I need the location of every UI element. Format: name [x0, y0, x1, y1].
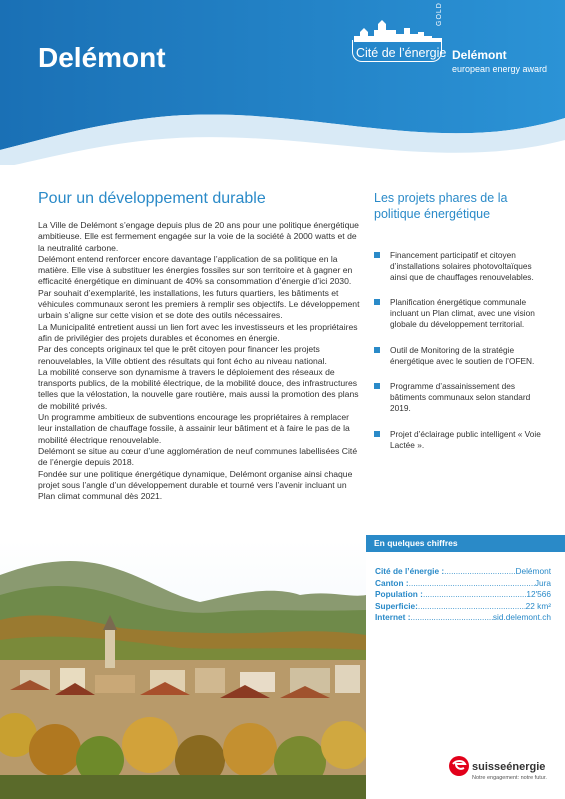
- key-figures-list: [375, 566, 551, 624]
- dot-leader: [409, 578, 535, 590]
- figure-value: Jura: [534, 577, 551, 588]
- square-bullet-icon: [374, 252, 380, 258]
- paragraph: Delémont se situe au cœur d’une agglomération de neuf communes labellisées Cité de l’énergie depuis 2018.: [38, 445, 358, 468]
- dot-leader: [411, 612, 493, 624]
- figure-key: Superficie:: [375, 600, 418, 611]
- figure-key: Population :: [375, 589, 423, 599]
- figure-row: [375, 612, 551, 624]
- list-item: Planification énergétique communale incluant un Plan climat, avec une vision globale du développement territorial.: [374, 297, 549, 329]
- main-article: [38, 190, 360, 502]
- list-item: Outil de Monitoring de la stratégie énergétique avec le soutien de l’OFEN.: [374, 345, 549, 367]
- logo-gold-label: GOLD: [436, 2, 443, 26]
- town-photo: [0, 540, 366, 799]
- figure-key: Canton :: [375, 577, 409, 588]
- article-body: [38, 220, 360, 502]
- header-banner: [0, 0, 565, 165]
- key-figures-title: En quelques chiffres: [366, 535, 565, 552]
- dot-leader: [423, 589, 526, 601]
- key-projects-list: [374, 250, 549, 450]
- paragraph: Delémont entend renforcer encore davantage l’application de sa politique en la matière. Elle vise à substituer les énergies fossiles sur son territoire et à gagner en efficacité énergétique en diminuant de 40% sa consommation d’énergie d’ici 2030. Par souhait d’exemplarité, les installations, les futurs quartiers, les bâtiments et véhicules communaux seront les premiers à remplir ses objectifs. Le développement urbain s’aligne sur cette vision et se dote des outils nécessaires.: [38, 253, 360, 321]
- figure-row: [375, 601, 551, 613]
- paragraph: Fondée sur une politique énergétique dynamique, Delémont organise ainsi chaque projet sous l’angle d’un développement durable et tourné vers l’avenir incluant un Plan climat communal dès 2021.: [38, 468, 353, 502]
- logo-label: Cité de l’énergie: [356, 46, 447, 60]
- paragraph: La mobilité conserve son dynamisme à travers le déploiement des réseaux de transports publics, de la mobilité électrique, de la mobilité douce, des infrastructures telles que la vélostation, la nouvelle gare routière, mais aussi la promotion des plans de mobilité privés.: [38, 366, 359, 411]
- article-title: Pour un développement durable: [38, 190, 266, 207]
- figure-value: 22 km²: [525, 600, 551, 611]
- paragraph: Un programme ambitieux de subventions encourage les propriétaires à remplacer leur installation de chauffage fossile, à assainir leur bâtiment et à faire le pas de la mobilité électrique renouvelable.: [38, 412, 350, 445]
- list-item: Financement participatif et citoyen d’installations solaires photovoltaïques ainsi que de chauffages renouvelables.: [374, 250, 549, 282]
- square-bullet-icon: [374, 383, 380, 389]
- list-item: Programme d’assainissement des bâtiments communaux selon standard 2019.: [374, 381, 549, 413]
- square-bullet-icon: [374, 431, 380, 437]
- paragraph: La Ville de Delémont s’engage depuis plus de 20 ans pour une politique énergétique ambitieuse. Elle est fermement engagée sur la voie de la société à 2000 watts et de la neutralité carbone.: [38, 220, 359, 253]
- page-title: Delémont: [38, 42, 166, 73]
- key-projects: [374, 190, 549, 465]
- logo-award: european energy award: [452, 64, 548, 74]
- suisse-energie-tagline: Notre engagement: notre futur.: [472, 775, 547, 781]
- list-item: Projet d’éclairage public intelligent « Voie Lactée ».: [374, 429, 549, 451]
- square-bullet-icon: [374, 299, 380, 305]
- key-projects-title: Les projets phares de la politique énergétique: [374, 191, 508, 221]
- paragraph: Par des concepts originaux tel que le prêt citoyen pour financer les projets renouvelables, la Ville obtient des résultats qui font écho au niveau national.: [38, 344, 327, 366]
- landscape-image: [0, 540, 366, 799]
- suisse-energie-name: suisseénergie: [472, 761, 546, 773]
- figure-row: [375, 566, 551, 578]
- figure-row: [375, 589, 551, 601]
- figure-value[interactable]: sid.delemont.ch: [492, 612, 551, 622]
- suisse-energie-swirl-icon: [448, 755, 470, 777]
- dot-leader: [444, 566, 515, 578]
- figure-key: Cité de l’énergie :: [375, 566, 445, 576]
- figure-key: Internet :: [375, 612, 411, 622]
- paragraph: La Municipalité entretient aussi un lien fort avec les investisseurs et les propriétaires afin de privilégier des projets durables et économes en énergie.: [38, 321, 358, 343]
- figure-value: Delémont: [515, 566, 551, 576]
- square-bullet-icon: [374, 347, 380, 353]
- cite-energie-logo: [352, 2, 552, 88]
- figure-row: [375, 578, 551, 590]
- logo-city: Delémont: [452, 48, 507, 62]
- figure-value: 12'566: [526, 589, 551, 599]
- dot-leader: [418, 601, 526, 613]
- key-figures-panel: [366, 535, 565, 799]
- suisse-energie-logo: [448, 745, 558, 795]
